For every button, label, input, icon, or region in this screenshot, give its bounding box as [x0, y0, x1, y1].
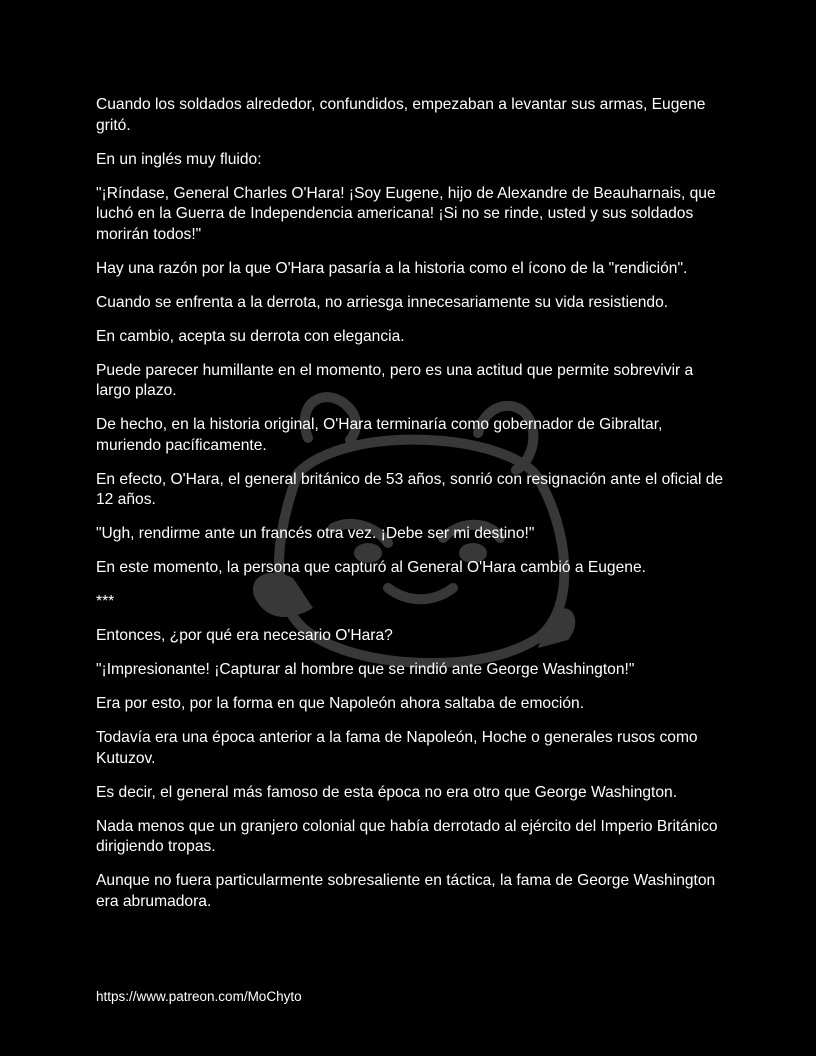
- paragraph: Nada menos que un granjero colonial que había derrotado al ejército del Imperio Británico dirigiendo tropas.: [96, 817, 718, 855]
- paragraph: En un inglés muy fluido:: [96, 150, 262, 168]
- section-separator: ***: [96, 593, 115, 610]
- paragraph: Es decir, el general más famoso de esta época no era otro que George Washington.: [96, 783, 678, 801]
- paragraph: Todavía era una época anterior a la fama de Napoleón, Hoche o generales rusos como Kutuzov.: [96, 729, 698, 767]
- document-body: [96, 95, 726, 926]
- paragraph: Cuando los soldados alrededor, confundidos, empezaban a levantar sus armas, Eugene gritó.: [96, 96, 706, 134]
- paragraph: En cambio, acepta su derrota con elegancia.: [96, 327, 405, 345]
- paragraph: En este momento, la persona que capturó al General O'Hara cambió a Eugene.: [96, 559, 646, 576]
- paragraph: En efecto, O'Hara, el general británico de 53 años, sonrió con resignación ante el oficial de 12 años.: [96, 470, 724, 508]
- paragraph: Puede parecer humillante en el momento, pero es una actitud que permite sobrevivir a largo plazo.: [96, 361, 694, 399]
- patreon-link[interactable]: https://www.patreon.com/MoChyto: [96, 989, 302, 1004]
- paragraph: Aunque no fuera particularmente sobresaliente en táctica, la fama de George Washington era abrumadora.: [96, 872, 716, 910]
- paragraph: Hay una razón por la que O'Hara pasaría a la historia como el ícono de la "rendición".: [96, 259, 688, 277]
- paragraph: Cuando se enfrenta a la derrota, no arriesga innecesariamente su vida resistiendo.: [96, 293, 669, 311]
- paragraph: "¡Ríndase, General Charles O'Hara! ¡Soy Eugene, hijo de Alexandre de Beauharnais, que luchó en la Guerra de Independencia americana! ¡Si no se rinde, usted y sus soldados morirán todos!": [96, 184, 716, 243]
- paragraph: "Ugh, rendirme ante un francés otra vez. ¡Debe ser mi destino!": [96, 525, 535, 542]
- paragraph: De hecho, en la historia original, O'Hara terminaría como gobernador de Gibraltar, muriendo pacíficamente.: [96, 416, 663, 454]
- paragraph: Era por esto, por la forma en que Napoleón ahora saltaba de emoción.: [96, 695, 585, 712]
- paragraph: "¡Impresionante! ¡Capturar al hombre que se rindió ante George Washington!": [96, 661, 635, 678]
- paragraph: Entonces, ¿por qué era necesario O'Hara?: [96, 627, 393, 644]
